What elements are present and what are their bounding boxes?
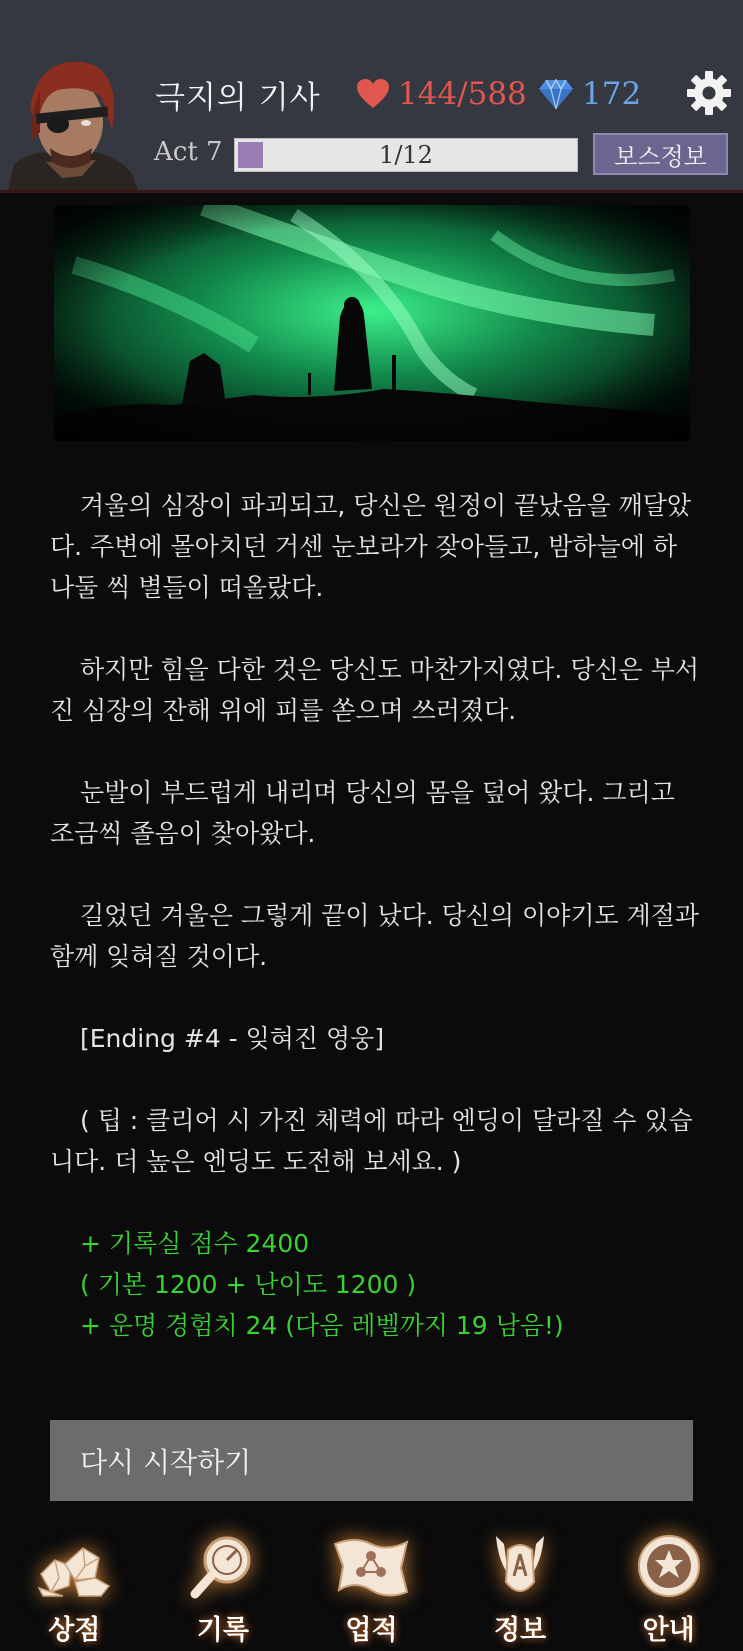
gems-pile-icon (34, 1526, 114, 1606)
nav-achievements[interactable] (306, 1520, 436, 1651)
story-paragraph: 길었던 겨울은 그렇게 끝이 났다. 당신의 이야기도 계절과 함께 잊혀질 것이다. (50, 901, 700, 971)
winged-helmet-icon (480, 1526, 560, 1606)
settings-button[interactable] (686, 70, 732, 116)
gear-icon (686, 70, 732, 116)
nav-info[interactable] (455, 1520, 585, 1651)
story-paragraph: 겨울의 심장이 파괴되고, 당신은 원정이 끝났음을 깨달았다. 주변에 몰아치던 거센 눈보라가 잦아들고, 밤하늘에 하나둘 씩 별들이 떠올랐다. (50, 491, 692, 602)
nav-records[interactable] (158, 1520, 288, 1651)
hp-display (356, 74, 527, 114)
nav-records-label: 기록 (196, 1615, 249, 1646)
aurora-scene-image (54, 205, 690, 441)
gem-value: 172 (582, 76, 642, 112)
top-status-bar (0, 0, 743, 193)
tip-text: ( 팁 : 클리어 시 가진 체력에 따라 엔딩이 달라질 수 있습니다. 더 높은 엔딩도 도전해 보세요. ) (50, 1106, 693, 1176)
star-badge-icon (629, 1526, 709, 1606)
character-portrait[interactable] (0, 52, 140, 190)
reward-line: + 운명 경험치 24 (다음 레벨까지 19 남음!) (80, 1311, 564, 1340)
bottom-navigation (0, 1520, 743, 1651)
story-paragraph: 하지만 힘을 다한 것은 당신도 마찬가지였다. 당신은 부서진 심장의 잔해 위에 피를 쏟으며 쓰러졌다. (50, 655, 700, 725)
flag-icon (331, 1526, 411, 1606)
act-label: Act 7 (154, 137, 223, 167)
act-progress-bar (234, 138, 578, 172)
nav-shop-label: 상점 (48, 1615, 101, 1646)
nav-guide-label: 안내 (642, 1615, 695, 1646)
restart-button[interactable]: 다시 시작하기 (50, 1420, 693, 1501)
gem-display (538, 74, 641, 114)
hp-value: 144/588 (398, 76, 527, 112)
heart-icon (356, 78, 390, 110)
story-text (50, 485, 700, 1346)
act-progress-text: 1/12 (379, 141, 433, 169)
diamond-icon (538, 78, 574, 110)
character-name: 극지의 기사 (155, 80, 321, 116)
nav-achievements-label: 업적 (345, 1615, 398, 1646)
rewards-block (50, 1223, 700, 1346)
ending-title: [Ending #4 - 잊혀진 영웅] (80, 1024, 385, 1053)
boss-info-button[interactable]: 보스정보 (593, 133, 728, 175)
nav-guide[interactable] (604, 1520, 734, 1651)
nav-shop[interactable] (9, 1520, 139, 1651)
reward-line: + 기록실 점수 2400 (80, 1229, 310, 1258)
story-paragraph: 눈발이 부드럽게 내리며 당신의 몸을 덮어 왔다. 그리고 조금씩 졸음이 찾아왔다. (50, 778, 675, 848)
magnifier-icon (183, 1526, 263, 1606)
reward-line: ( 기본 1200 + 난이도 1200 ) (80, 1270, 417, 1299)
nav-info-label: 정보 (493, 1615, 547, 1646)
